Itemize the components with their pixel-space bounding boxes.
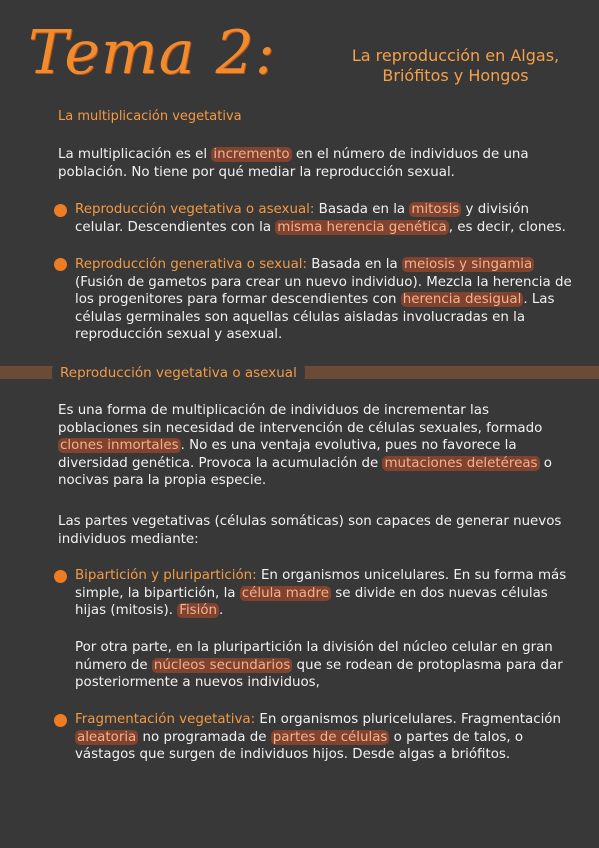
- text-span: La multiplicación es el: [58, 147, 212, 162]
- section1-bullet2: [75, 256, 575, 344]
- highlight: meiosis y singamia: [404, 257, 533, 272]
- section2-title: Reproducción vegetativa o asexual: [52, 362, 305, 384]
- text-span: En organismos unicelulares. En su forma más simple, la bipartición, la: [75, 568, 567, 601]
- section2-para1: [58, 402, 573, 490]
- highlight: misma herencia genética: [277, 219, 447, 235]
- text-span: se divide en dos nuevas células hijas (mitosis).: [75, 585, 548, 618]
- text-span: o partes de talos, o vástagos que surgen de individuos hijos. Desde algas a briófitos.: [75, 729, 524, 762]
- highlight: Fisión: [179, 603, 218, 618]
- bullet-dot: [54, 570, 67, 583]
- section2-bullet1-extra: [75, 639, 575, 692]
- text-span: .: [219, 603, 224, 618]
- text-span: . Las células germinales son aquellas células aisladas involucradas en la reproducción sexual y asexual.: [75, 292, 555, 342]
- highlight: aleatoria: [77, 729, 137, 745]
- section1-title: La multiplicación vegetativa: [58, 109, 242, 124]
- text-span: . No es una ventaja evolutiva, pues no favorece la diversidad genética. Provoca la acumulación de: [58, 438, 517, 471]
- subtitle-line2: Briófitos y Hongos: [382, 66, 529, 85]
- text-span: no programada de: [138, 729, 271, 745]
- subtitle-line1: La reproducción en Algas,: [351, 46, 560, 65]
- highlight: clones inmortales: [60, 438, 179, 453]
- text-span: Basada en la: [314, 202, 410, 217]
- highlight: célula madre: [241, 585, 329, 601]
- section2-bullet1: [75, 567, 575, 620]
- highlight: núcleos secundarios: [153, 657, 291, 673]
- text-span: En organismos pluricelulares. Fragmentación: [255, 712, 561, 727]
- text-span: Es una forma de multiplicación de individuos de incrementar las poblaciones sin necesidad de intervención de células sexuales, formado: [58, 403, 543, 436]
- subtitle: [323, 46, 588, 86]
- text-span: y división celular. Descendientes con la: [75, 202, 529, 235]
- highlight: incremento: [213, 147, 290, 162]
- bullet-label: Reproducción vegetativa o asexual:: [75, 202, 315, 217]
- text-span: Basada en la: [307, 257, 402, 272]
- section2-bullet2: [75, 711, 575, 764]
- bullet-dot: [54, 204, 67, 217]
- bullet-dot: [54, 714, 67, 727]
- highlight: partes de células: [272, 729, 388, 745]
- header: [28, 18, 588, 104]
- text-span: , es decir, clones.: [448, 219, 566, 235]
- tema-title: Tema 2:: [28, 18, 276, 88]
- highlight: herencia desigual: [402, 292, 522, 307]
- section2-para2: Las partes vegetativas (células somáticas) son capaces de generar nuevos individuos mediante:: [58, 514, 562, 547]
- text-span: que se rodean de protoplasma para dar posteriormente a nuevos individuos,: [75, 657, 563, 690]
- bullet-label: Reproducción generativa o sexual:: [75, 257, 308, 272]
- text-span: (Fusión de gametos para crear un nuevo individuo). Mezcla la herencia de los progenitores para formar descendientes con: [75, 274, 572, 307]
- text-span: Por otra parte, en la pluripartición la división del núcleo celular en gran número de: [75, 640, 553, 673]
- highlight: mitosis: [411, 202, 460, 217]
- bullet-label: Fragmentación vegetativa:: [75, 712, 256, 727]
- text-span: en el número de individuos de una población. No tiene por qué mediar la reproducción sexual.: [58, 147, 529, 180]
- section1-bullet1: [75, 201, 575, 236]
- highlight: mutaciones deletéreas: [384, 455, 538, 471]
- section1-intro: [58, 146, 573, 181]
- bullet-dot: [54, 258, 67, 271]
- bullet-label: Bipartición y pluripartición:: [75, 568, 257, 583]
- text-span: o nocivas para la propia especie.: [58, 455, 552, 488]
